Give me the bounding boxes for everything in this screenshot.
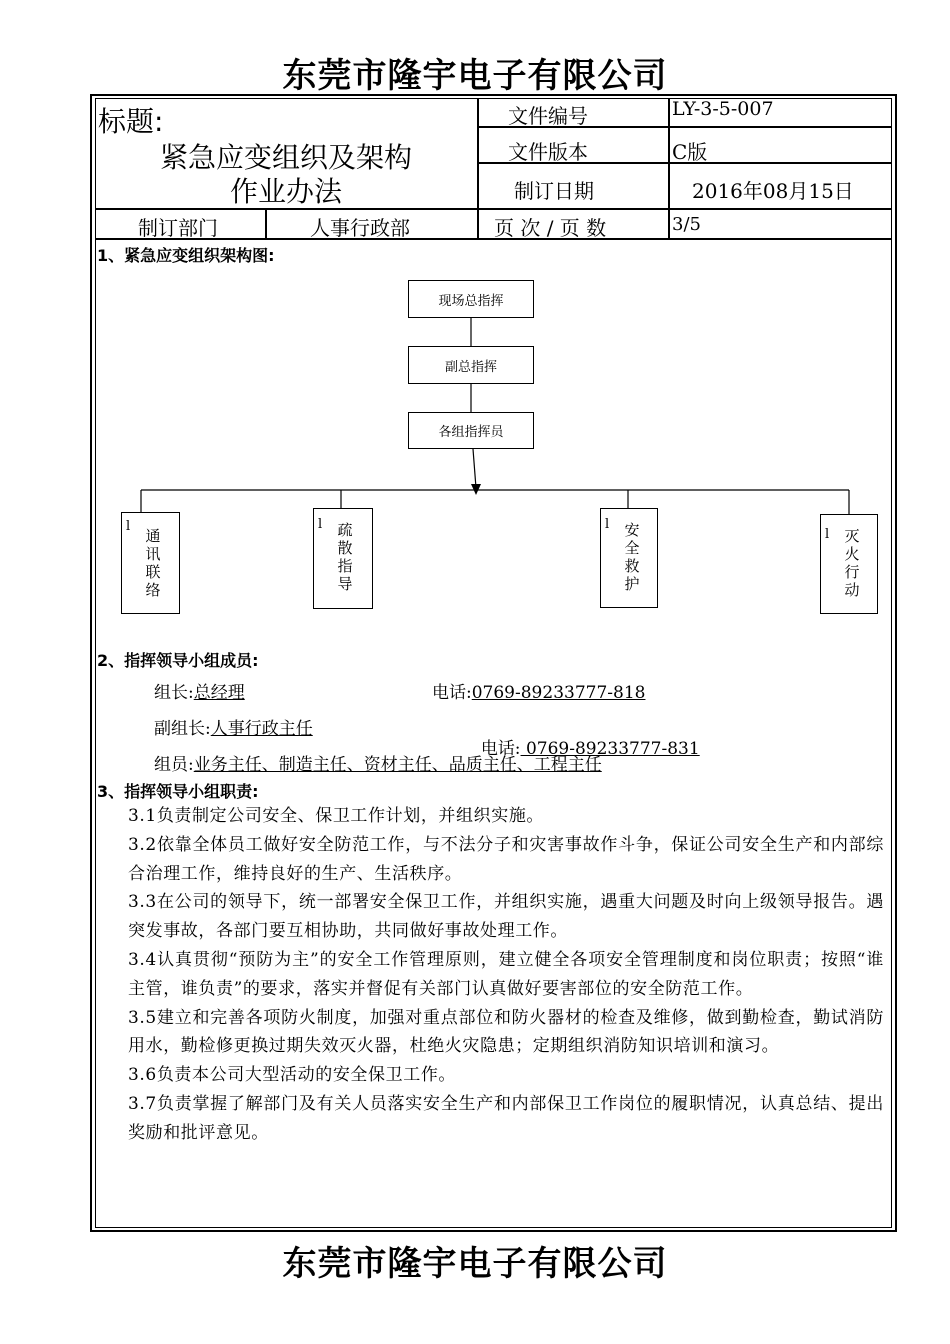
duty-item: 3.6负责本公司大型活动的安全保卫工作。	[128, 1065, 457, 1086]
section2-heading: 2、指挥领导小组成员:	[97, 651, 259, 670]
duty-item: 3.7负责掌握了解部门及有关人员落实安全生产和内部保卫工作岗位的履职情况，认真总结、提出奖励和批评意见。	[128, 1093, 884, 1143]
bullet-mark: l	[825, 527, 830, 542]
group-label: 安全救护	[624, 521, 640, 593]
org-group-firefighting	[820, 514, 878, 614]
title-label: 标题:	[98, 105, 164, 138]
group-label: 通讯联络	[145, 527, 161, 599]
members-row	[154, 750, 602, 775]
org-group-rescue	[600, 508, 658, 608]
doc-no-label: 文件编号	[508, 104, 588, 128]
date-label: 制订日期	[514, 179, 594, 203]
leader-phone: 0769-89233777-818	[471, 683, 646, 703]
duties-list	[128, 802, 884, 1148]
org-node-deputy: 副总指挥	[408, 346, 534, 384]
version-value: C版	[672, 140, 708, 164]
deputy-label: 副组长:	[154, 719, 211, 739]
leader-phone-row	[432, 678, 645, 703]
deputy-name: 人事行政主任	[210, 719, 313, 739]
members-label: 组员:	[154, 755, 194, 775]
group-label: 疏散指导	[337, 521, 353, 593]
org-group-communication	[121, 512, 180, 614]
leader-row	[154, 678, 245, 703]
company-name-top: 东莞市隆宇电子有限公司	[282, 56, 668, 96]
members-list: 业务主任、制造主任、资材主任、品质主任、工程主任	[193, 755, 602, 775]
leader-phone-label: 电话:	[432, 683, 472, 703]
bullet-mark: l	[126, 519, 131, 534]
dept-label: 制订部门	[138, 216, 218, 240]
deputy-row	[154, 714, 313, 739]
dept-value: 人事行政部	[310, 216, 410, 240]
date-value: 2016年08月15日	[692, 179, 854, 203]
org-node-commander: 现场总指挥	[408, 280, 534, 318]
deputy-phone-label: 电话:	[480, 739, 521, 759]
duty-item: 3.1负责制定公司安全、保卫工作计划，并组织实施。	[128, 806, 545, 826]
page-label: 页 次 / 页 数	[494, 216, 607, 240]
leader-name: 总经理	[193, 683, 245, 703]
doc-no-value: LY-3-5-007	[672, 98, 774, 120]
section3-heading: 3、指挥领导小组职责:	[97, 782, 259, 801]
section1-heading: 1、紧急应变组织架构图:	[97, 246, 275, 265]
duty-item: 3.5建立和完善各项防火制度，加强对重点部位和防火器材的检查及维修，做到勤检查，勤试消防用水，勤检修更换过期失效灭火器，杜绝火灾隐患；定期组织消防知识培训和演习。	[128, 1007, 884, 1057]
bullet-mark: l	[605, 517, 610, 532]
leader-label: 组长:	[154, 683, 194, 703]
duty-item: 3.2依靠全体员工做好安全防范工作，与不法分子和灾害事故作斗争，保证公司安全生产和内部综合治理工作，维持良好的生产、生活秩序。	[128, 834, 884, 884]
duty-item: 3.4认真贯彻“预防为主”的安全工作管理原则，建立健全各项安全管理制度和岗位职责；按照“谁主管，谁负责”的要求，落实并督促有关部门认真做好要害部位的安全防范工作。	[128, 949, 884, 999]
page-value: 3/5	[672, 214, 701, 235]
company-name-bottom: 东莞市隆宇电子有限公司	[282, 1244, 668, 1284]
deputy-phone: 0769-89233777-831	[520, 739, 700, 759]
document-title-line2: 作业办法	[229, 175, 342, 208]
document-title-line1: 紧急应变组织及架构	[159, 141, 412, 174]
duty-item: 3.3在公司的领导下，统一部署安全保卫工作，并组织实施，遇重大问题及时向上级领导报告。遇突发事故，各部门要互相协助，共同做好事故处理工作。	[128, 892, 884, 942]
org-node-members: 各组指挥员	[408, 412, 534, 449]
group-label: 灭火行动	[844, 527, 860, 599]
bullet-mark: l	[318, 517, 323, 532]
org-group-evacuation	[313, 508, 373, 609]
version-label: 文件版本	[508, 140, 588, 164]
